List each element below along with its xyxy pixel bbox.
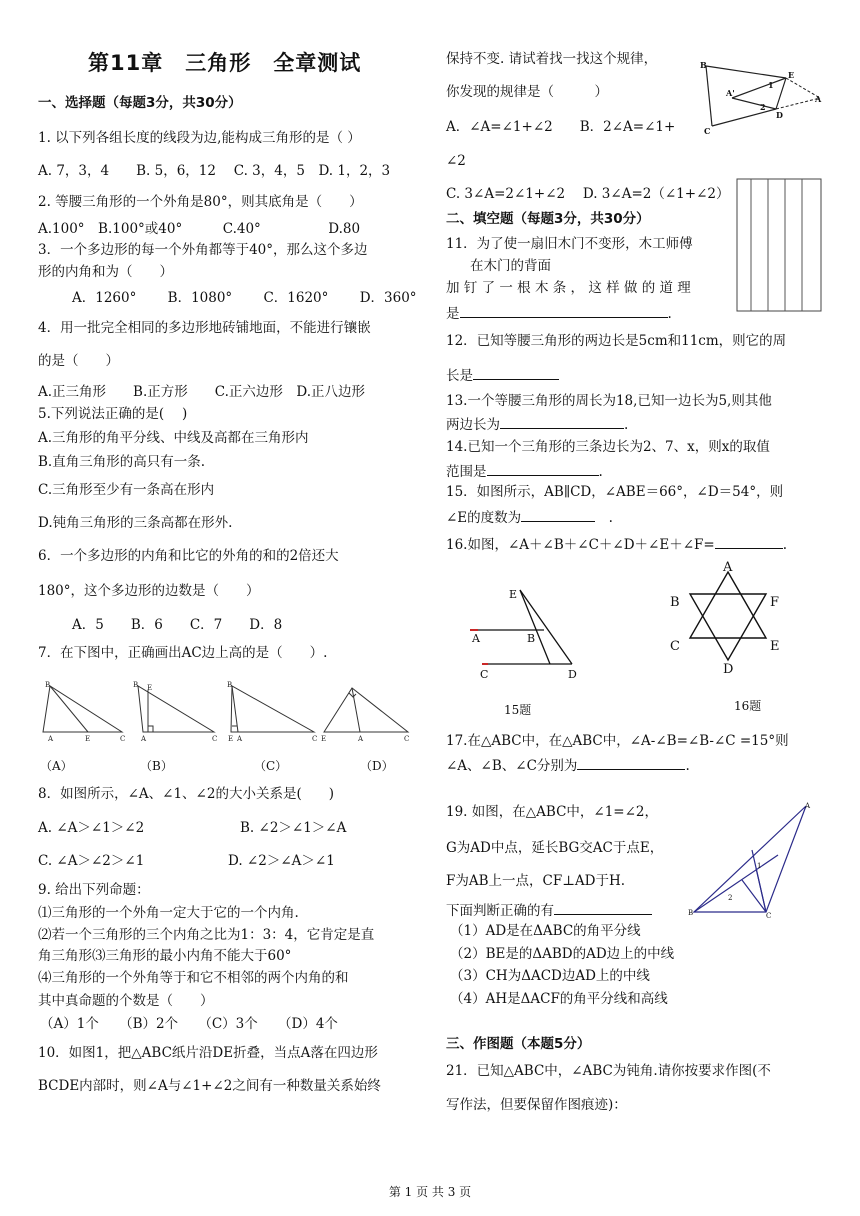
question-21-line1: 21．已知△ABC中，∠ABC为钝角.请你按要求作图(不 — [446, 1063, 771, 1079]
question-10-line2: BCDE内部时，则∠A与∠1+∠2之间有一种数量关系始终 — [38, 1078, 381, 1094]
section-choice-heading: 一、选择题（每题3分，共30分） — [38, 95, 242, 111]
q16-label-a: A — [723, 560, 733, 575]
question-14-line1: 14.已知一个三角形的三条边长为2、7、x，则x的取值 — [446, 439, 770, 455]
q15-figure — [466, 582, 586, 686]
answer-blank-15[interactable] — [521, 508, 595, 522]
q10-label-c: C — [704, 126, 711, 136]
q7-caption-b: （B） — [140, 759, 173, 773]
question-11-line4: 是 . — [446, 306, 672, 322]
question-14-line2: 范围是 . — [446, 464, 603, 480]
q10-label-a: A — [815, 94, 822, 104]
question-10-options-cd: C. 3∠A=2∠1+∠2 D. 3∠A=2（∠1+∠2） — [446, 186, 730, 202]
page-footer: 第 1 页 共 3 页 — [388, 1185, 472, 1199]
q15-figure-caption: 15题 — [504, 703, 532, 717]
question-9: 9. 给出下列命题： — [38, 882, 150, 898]
q7-label-c: C — [312, 735, 318, 743]
question-11-line2: 在木门的背面 — [470, 258, 551, 274]
question-11-line3: 加 钉 了 一 根 木 条 ， 这 样 做 的 道 理 — [446, 280, 691, 296]
question-1-options: A. 7，3，4 B. 5，6，12 C. 3，4，5 D. 1，2，3 — [38, 163, 391, 179]
q7-label-e: E — [228, 735, 234, 743]
question-12-chang: 长是 — [446, 368, 473, 384]
question-9-prop-4: ⑷三角形的一个外角等于和它不相邻的两个内角的和 — [38, 970, 349, 986]
q16-label-c: C — [670, 639, 680, 654]
q16-label-b: B — [670, 595, 680, 610]
q7-label-c: C — [212, 735, 218, 743]
q7-label-b: B — [227, 681, 233, 689]
q7-label-e: E — [85, 735, 91, 743]
question-17-line2: ∠A、∠B、∠C分别为 . — [446, 758, 690, 774]
question-19-line4 — [446, 901, 652, 920]
question-5-option-a: A.三角形的角平分线、中线及高都在三角形内 — [38, 430, 309, 446]
question-9-prop-1: ⑴三角形的一个外角一定大于它的一个内角. — [38, 905, 299, 921]
question-12-line1: 12．已知等腰三角形的两边长是5cm和11cm，则它的周 — [446, 333, 787, 349]
q15-label-c: C — [480, 668, 489, 681]
section-fill-heading: 二、填空题（每题3分，共30分） — [446, 211, 650, 227]
q19-label-2: 2 — [728, 894, 733, 902]
q7-caption-d: （D） — [360, 759, 394, 773]
question-15-line1: 15．如图所示，AB∥CD，∠ABE＝66°，∠D＝54°，则 — [446, 484, 784, 500]
q19-label-c: C — [766, 912, 772, 920]
question-14-lead: 范围是 — [446, 464, 487, 480]
question-9-prop-2: ⑵若一个三角形的三个内角之比为1：3：4，它肯定是直 — [38, 927, 375, 943]
question-19-item-1: （1）AD是在ΔABC的角平分线 — [450, 923, 641, 939]
q7-label-a: A — [358, 735, 364, 743]
question-19-lead: 下面判断正确的有 — [446, 903, 554, 919]
q7-figures — [38, 676, 423, 776]
question-9-ask: 其中真命题的个数是（ ） — [38, 993, 214, 1009]
question-19-item-3: （3）CH为ΔACD边AD上的中线 — [450, 968, 650, 984]
answer-blank-19[interactable] — [554, 901, 652, 915]
q7-label-a: A — [141, 735, 147, 743]
question-19-line1: 19. 如图，在△ABC中，∠1=∠2， — [446, 804, 659, 820]
question-2: 2. 等腰三角形的一个外角是80°，则其底角是（ ） — [38, 194, 363, 210]
question-19-line2: G为AD中点，延长BG交AC于点E， — [446, 840, 664, 856]
question-16: 16.如图，∠A＋∠B＋∠C＋∠D＋∠E＋∠F= . — [446, 537, 787, 553]
q19-label-1: 1 — [757, 862, 762, 870]
question-3-options: A．1260° B．1080° C．1620° D．360° — [72, 290, 417, 306]
q16-star-figure — [668, 560, 784, 676]
question-17-lead: ∠A、∠B、∠C分别为 — [446, 758, 578, 774]
q7-label-e: E — [147, 684, 153, 692]
q16-label-f: F — [770, 595, 780, 610]
q10-fold-figure — [698, 56, 828, 136]
question-10-line1: 10．如图1，把△ABC纸片沿DE折叠，当点A落在四边形 — [38, 1045, 378, 1061]
q15-label-a: A — [472, 632, 480, 645]
answer-blank-14[interactable] — [487, 462, 599, 476]
q7-caption-a: （A） — [40, 759, 73, 773]
q7-label-c: C — [404, 735, 410, 743]
question-9-options: （A）1个 （B）2个 （C）3个 （D）4个 — [40, 1016, 338, 1032]
answer-blank-12[interactable] — [473, 366, 559, 380]
question-5-option-d: D.钝角三角形的三条高都在形外. — [38, 515, 233, 531]
question-10-options-ab-cont: ∠2 — [446, 153, 466, 169]
q16-label-e: E — [770, 639, 780, 654]
question-19-line3: F为AB上一点，CF⊥AD于H. — [446, 873, 626, 889]
q15-label-e: E — [509, 588, 518, 601]
question-10-line4: 你发现的规律是（ ） — [446, 84, 608, 100]
question-8-option-d: D. ∠2＞∠A＞∠1 — [228, 853, 335, 869]
question-4-options: A.正三角形 B.正方形 C.正六边形 D.正八边形 — [38, 384, 366, 400]
question-2-options: A.100° B.100°或40° C.40° D.80 — [38, 221, 361, 237]
question-8: 8．如图所示，∠A、∠1、∠2的大小关系是( ) — [38, 786, 334, 802]
question-10-line3: 保持不变. 请试着找一找这个规律， — [446, 51, 658, 67]
q7-label-a: A — [48, 735, 54, 743]
question-3-line2: 形的内角和为（ ） — [38, 264, 173, 280]
question-11-line1: 11．为了使一扇旧木门不变形，木工师傅 — [446, 236, 693, 252]
q19-figure — [686, 800, 814, 920]
question-3-line1: 3．一个多边形的每一个外角都等于40°，那么这个多边 — [38, 242, 368, 258]
question-10-options-ab: A．∠A=∠1+∠2 B．2∠A=∠1+ — [446, 119, 676, 135]
question-15-line2: ∠E的度数为 . — [446, 510, 613, 526]
q7-label-e: E — [321, 735, 327, 743]
q7-label-c: C — [120, 735, 126, 743]
question-5-option-c: C.三角形至少有一条高在形内 — [38, 482, 215, 498]
answer-blank-13[interactable] — [500, 415, 624, 429]
q15-label-d: D — [568, 668, 577, 681]
question-15-lead: ∠E的度数为 — [446, 510, 522, 526]
q19-label-a: A — [805, 802, 811, 810]
answer-blank-16[interactable] — [715, 535, 783, 549]
q16-label-d: D — [723, 662, 734, 676]
q10-label-2: 2 — [760, 102, 766, 112]
question-8-option-c: C. ∠A＞∠2＞∠1 — [38, 853, 145, 869]
question-12-line2 — [446, 366, 559, 385]
question-13-line2: 两边长为 . — [446, 417, 629, 433]
question-5: 5.下列说法正确的是( ) — [38, 406, 188, 422]
q7-caption-c: （C） — [254, 759, 288, 773]
q16-figure-caption: 16题 — [734, 699, 762, 713]
q19-label-b: B — [688, 909, 694, 917]
question-6-options: A．5 B．6 C．7 D．8 — [72, 617, 283, 633]
question-16-text: 16.如图，∠A＋∠B＋∠C＋∠D＋∠E＋∠F= — [446, 537, 715, 553]
answer-blank-11[interactable] — [460, 304, 668, 318]
q7-label-b: B — [45, 681, 51, 689]
section-construction-heading: 三、作图题（本题5分） — [446, 1036, 591, 1052]
q10-label-d: D — [776, 110, 783, 120]
question-6-line2: 180°，这个多边形的边数是（ ） — [38, 583, 260, 599]
question-21-line2: 写作法，但要保留作图痕迹)： — [446, 1097, 627, 1113]
question-13-lead: 两边长为 — [446, 417, 500, 433]
answer-blank-17[interactable] — [577, 756, 685, 770]
q10-label-e: E — [788, 70, 795, 80]
question-4-line1: 4．用一批完全相同的多边形地砖铺地面，不能进行镶嵌 — [38, 320, 371, 336]
question-4-line2: 的是（ ） — [38, 353, 119, 369]
question-8-option-a: A. ∠A＞∠1＞∠2 — [38, 820, 145, 836]
q7-label-a: A — [237, 735, 243, 743]
page-title: 第11章 三角形 全章测试 — [88, 51, 362, 75]
question-13-line1: 13.一个等腰三角形的周长为18,已知一边长为5,则其他 — [446, 393, 772, 409]
question-19-item-4: （4）AH是ΔACF的角平分线和高线 — [450, 991, 668, 1007]
question-7: 7．在下图中，正确画出AC边上高的是（ ）. — [38, 645, 328, 661]
question-5-option-b: B.直角三角形的高只有一条. — [38, 454, 206, 470]
q15-label-b: B — [527, 632, 536, 645]
question-9-prop-3: 角三角形⑶三角形的最小内角不能大于60° — [38, 948, 292, 964]
q10-label-a-prime: A' — [726, 88, 735, 98]
question-19-item-2: （2）BE是的ΔABD的AD边上的中线 — [450, 946, 675, 962]
question-17-line1: 17.在△ABC中，在△ABC中，∠A-∠B=∠B-∠C =15°则 — [446, 733, 789, 749]
q11-door-figure — [736, 178, 822, 312]
question-6-line1: 6．一个多边形的内角和比它的外角的和的2倍还大 — [38, 548, 339, 564]
question-1: 1. 以下列各组长度的线段为边,能构成三角形的是（ ） — [38, 130, 361, 146]
question-8-option-b: B. ∠2＞∠1＞∠A — [240, 820, 347, 836]
question-11-shi: 是 — [446, 306, 460, 322]
q10-label-b: B — [700, 60, 707, 70]
q7-label-b: B — [133, 681, 139, 689]
q10-label-1: 1 — [768, 80, 774, 90]
